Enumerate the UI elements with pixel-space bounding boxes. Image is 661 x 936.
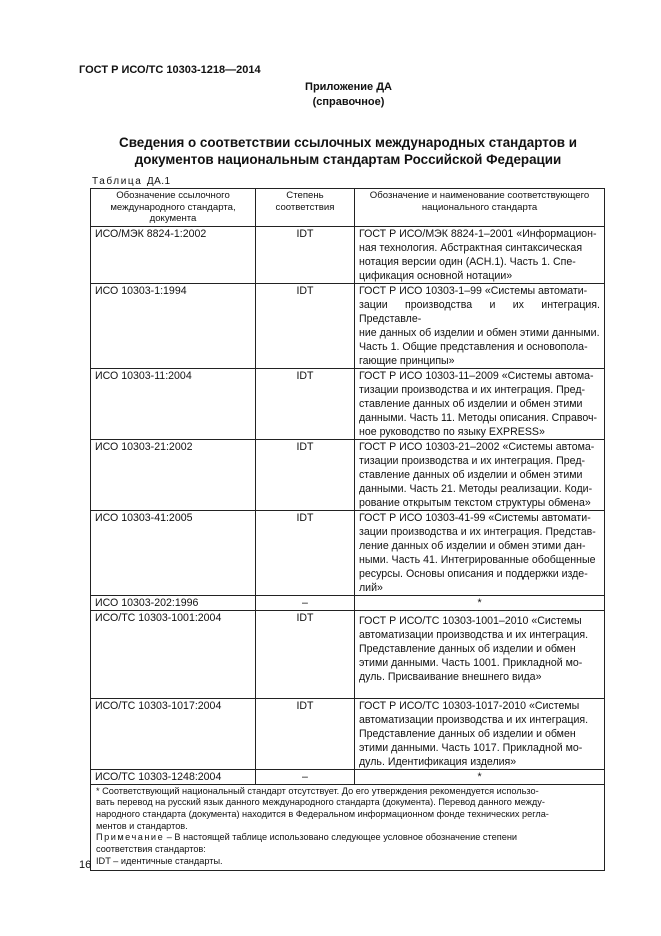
document-header: ГОСТ Р ИСО/ТС 10303-1218—2014 xyxy=(79,64,261,76)
degree-cell: IDT xyxy=(256,610,355,698)
national-text-line: данными. Часть 21. Методы реализации. Коди- xyxy=(359,482,593,495)
national-text-line: автоматизации производства и их интеграция. xyxy=(359,713,589,726)
degree-cell: IDT xyxy=(256,283,355,368)
national-text-line: ГОСТ Р ИСО 10303-1–99 «Системы автомати- xyxy=(359,284,588,297)
degree-cell: IDT xyxy=(256,368,355,439)
table-row xyxy=(91,226,605,283)
national-standard-cell xyxy=(355,439,605,510)
table-row xyxy=(91,595,605,610)
table-caption-number: ДА.1 xyxy=(146,176,171,187)
reference-cell: ИСО/МЭК 8824-1:2002 xyxy=(91,226,256,283)
reference-cell: ИСО/ТС 10303-1017:2004 xyxy=(91,698,256,769)
section-title-line-1: Сведения о соответствии ссылочных международных стандартов и xyxy=(119,135,577,150)
reference-cell: ИСО 10303-1:1994 xyxy=(91,283,256,368)
footnote-line: вать перевод на русский язык данного международного стандарта (документа). Перевод данного между- xyxy=(96,797,545,808)
degree-cell: IDT xyxy=(256,439,355,510)
column-header-degree: Степень соответствия xyxy=(256,189,355,227)
reference-cell: ИСО/ТС 10303-1248:2004 xyxy=(91,769,256,784)
national-standard-cell: * xyxy=(355,595,605,610)
national-text-line: ние данных об изделии и обмен этими данными. xyxy=(359,326,600,339)
national-text-line: рование открытым текстом структуры обмена» xyxy=(359,496,591,509)
national-text-line: ная технология. Абстрактная синтаксическая xyxy=(359,241,583,254)
national-text-line: ГОСТ Р ИСО 10303-41-99 «Системы автомати- xyxy=(359,511,591,524)
national-text-line: зации производства и их интеграция. Представ- xyxy=(359,525,596,538)
reference-cell: ИСО 10303-11:2004 xyxy=(91,368,256,439)
reference-cell: ИСО/ТС 10303-1001:2004 xyxy=(91,610,256,698)
national-text-line: гающие принципы» xyxy=(359,354,455,367)
national-text-line: ными. Часть 41. Интегрированные обобщенные xyxy=(359,553,596,566)
national-standard-cell: * xyxy=(355,769,605,784)
national-text-line: ГОСТ Р ИСО 10303-21–2002 «Системы автома- xyxy=(359,440,595,453)
national-text-line: тизации производства и их интеграция. Пред- xyxy=(359,383,586,396)
table-row xyxy=(91,610,605,698)
footnote-line: ментов и стандартов. xyxy=(96,820,188,831)
degree-cell: – xyxy=(256,595,355,610)
national-text-line: ставление данных об изделии и обмен этими xyxy=(359,397,583,410)
national-text-line: ление данных об изделии и обмен этими дан- xyxy=(359,539,586,552)
footnote-line: * Соответствующий национальный стандарт отсутствует. До его утверждения рекомендуется использо- xyxy=(96,785,539,796)
national-text-line: дуль. Идентификация изделия» xyxy=(359,755,517,768)
national-text-line: ставление данных об изделии и обмен этими xyxy=(359,468,583,481)
national-text-line: данными. Часть 11. Методы описания. Справоч- xyxy=(359,411,598,424)
table-row xyxy=(91,698,605,769)
note-text: – В настоящей таблице использовано следующее условное обозначение степени xyxy=(164,832,518,843)
table-notes xyxy=(91,784,605,871)
national-standard-cell xyxy=(355,610,605,698)
footnote-line: народного стандарта (документа) находится в Федеральном информационном фонде технических регла- xyxy=(96,808,549,819)
note-word: Примечание xyxy=(96,832,165,843)
degree-cell: IDT xyxy=(256,698,355,769)
national-text-line: ГОСТ Р ИСО/ТС 10303-1001–2010 «Системы xyxy=(359,614,582,627)
national-standard-cell xyxy=(355,698,605,769)
page-number: 16 xyxy=(79,859,92,871)
reference-cell: ИСО 10303-41:2005 xyxy=(91,510,256,595)
degree-cell: IDT xyxy=(256,510,355,595)
national-text-line: дуль. Присваивание внешнего вида» xyxy=(359,670,542,683)
table-row xyxy=(91,439,605,510)
national-standard-cell xyxy=(355,226,605,283)
section-title-line-2: документов национальным стандартам Российской Федерации xyxy=(134,152,562,167)
degree-cell: – xyxy=(256,769,355,784)
reference-cell: ИСО 10303-21:2002 xyxy=(91,439,256,510)
national-text-line: лий» xyxy=(359,581,383,594)
national-text-line: тизации производства и их интеграция. Пред- xyxy=(359,454,586,467)
national-standard-cell xyxy=(355,283,605,368)
idt-definition: IDT – идентичные стандарты. xyxy=(96,855,223,866)
national-text-line: ГОСТ Р ИСО/МЭК 8824-1–2001 «Информацион- xyxy=(359,227,597,240)
appendix-subtitle: (справочное) xyxy=(312,96,385,108)
national-text-line: этими данными. Часть 1001. Прикладной мо- xyxy=(359,656,583,669)
table-header-row xyxy=(91,189,605,227)
table-caption xyxy=(92,176,171,187)
reference-cell: ИСО 10303-202:1996 xyxy=(91,595,256,610)
note-line xyxy=(96,832,599,844)
national-text-line: ГОСТ Р ИСО 10303-11–2009 «Системы автома- xyxy=(359,369,594,382)
national-text-line: Представление данных об изделии и обмен xyxy=(359,642,576,655)
table-row xyxy=(91,283,605,368)
national-text-line: ГОСТ Р ИСО/ТС 10303-1017-2010 «Системы xyxy=(359,699,580,712)
table-notes-row xyxy=(91,784,605,871)
national-standard-cell xyxy=(355,368,605,439)
column-header-national: Обозначение и наименование соответствующего национального стандарта xyxy=(355,189,605,227)
national-text-line: ное руководство по языку EXPRESS» xyxy=(359,425,545,438)
correspondence-table xyxy=(90,188,605,871)
national-standard-cell xyxy=(355,510,605,595)
table-caption-word: Таблица xyxy=(92,176,143,187)
table-row xyxy=(91,368,605,439)
national-text-line: этими данными. Часть 1017. Прикладной мо- xyxy=(359,741,583,754)
column-header-reference: Обозначение ссылочного международного стандарта, документа xyxy=(91,189,256,227)
note-line: соответствия стандартов: xyxy=(96,844,206,855)
national-text-line: Представление данных об изделии и обмен xyxy=(359,727,576,740)
national-text-line: автоматизации производства и их интеграция. xyxy=(359,628,589,641)
table-row xyxy=(91,769,605,784)
appendix-title: Приложение ДА xyxy=(305,81,392,93)
table-row xyxy=(91,510,605,595)
degree-cell: IDT xyxy=(256,226,355,283)
national-text-line: нотация версии один (АСН.1). Часть 1. Спе- xyxy=(359,255,576,268)
national-text-line: Часть 1. Общие представления и основопола- xyxy=(359,340,588,353)
national-text-line: цификация основной нотации» xyxy=(359,269,513,282)
national-text-line: ресурсы. Основы описания и поддержки изде- xyxy=(359,567,588,580)
national-text-line: зации производства и их интеграция. Представле- xyxy=(359,298,600,325)
